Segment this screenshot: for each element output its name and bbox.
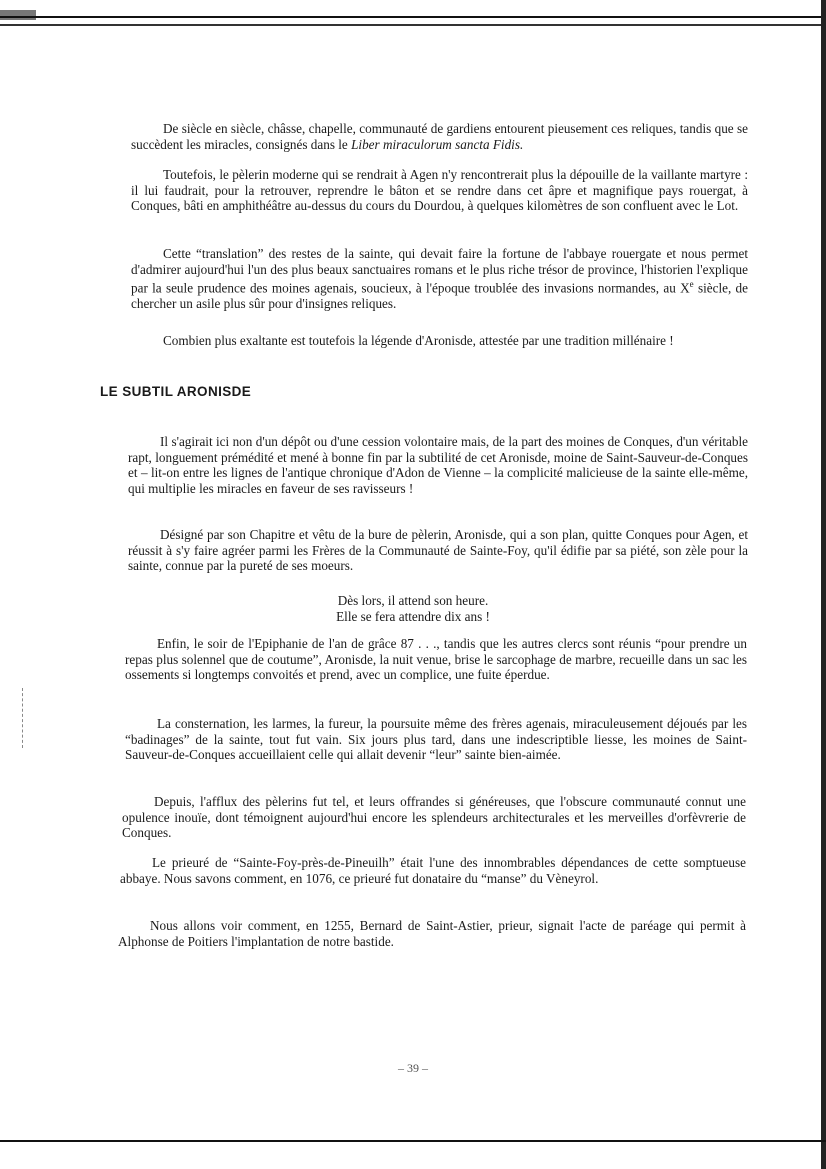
verse-line-2: Elle se fera attendre dix ans !	[336, 609, 490, 624]
paragraph-3-text-b: siècle, de chercher un asile plus sûr pour d'insignes reliques.	[131, 280, 748, 312]
verse-line-1: Dès lors, il attend son heure.	[337, 593, 489, 608]
paragraph-8	[125, 716, 747, 763]
scan-top-edge-inner	[0, 24, 826, 26]
page-number: – 39 –	[398, 1061, 428, 1075]
paragraph-11-text: Nous allons voir comment, en 1255, Bernard de Saint-Astier, prieur, signait l'acte de paréage qui permit à Alphonse de Poitiers l'implantation de notre bastide.	[118, 918, 746, 949]
paragraph-4	[131, 333, 748, 349]
paragraph-10-text: Le prieuré de “Sainte-Foy-près-de-Pineuilh” était l'une des innombrables dépendances de cette somptueuse abbaye. Nous savons comment, en 1076, ce prieuré fut donataire du “manse” du Vèneyrol.	[120, 855, 746, 886]
century-superscript: e	[689, 279, 694, 290]
paragraph-2	[131, 167, 748, 214]
book-title: Liber miraculorum sancta Fidis.	[351, 136, 524, 152]
paragraph-6	[128, 527, 748, 574]
paragraph-10	[120, 855, 746, 886]
paragraph-5	[128, 434, 748, 496]
scan-top-edge	[0, 16, 826, 18]
scan-right-edge	[821, 0, 826, 1169]
paragraph-9-text: Depuis, l'afflux des pèlerins fut tel, et leurs offrandes si généreuses, que l'obscure communauté connut une opulence inouïe, dont témoignent aujourd'hui encore les splendeurs architecturales et les merveilles d'orfèvrerie de Conques.	[122, 794, 746, 841]
paragraph-7-text: Enfin, le soir de l'Epiphanie de l'an de grâce 87 . . ., tandis que les autres clercs sont réunis “pour prendre un repas plus solennel que de coutume”, Aronisde, la nuit venue, brise le sarcophage de marbre, recueille dans un sac les ossements si longtemps convoités et prend, avec un complice, une fuite éperdue.	[125, 636, 747, 683]
paragraph-8-text: La consternation, les larmes, la fureur, la poursuite même des frères agenais, miraculeusement déjoués par les “badinages” de la sainte, tout fut vain. Six jours plus tard, dans une indescriptible liesse, les moines de Saint-Sauveur-de-Conques accueillaient celle qui allait devenir “leur” sainte bien-aimée.	[125, 716, 747, 763]
scan-bottom-edge	[0, 1140, 826, 1142]
paragraph-5-text: Il s'agirait ici non d'un dépôt ou d'une cession volontaire mais, de la part des moines de Conques, d'un véritable rapt, longuement prémédité et mené à bonne fin par la subtilité de cet Aronisde, moine de Saint-Sauveur-de-Conques et – lit-on entre les lignes de l'antique chronique d'Adon de Vienne – la complicité malicieuse de la sainte elle-même, qui multiplie les miracles en faveur de ses ravisseurs !	[128, 434, 748, 496]
paragraph-1	[131, 121, 748, 152]
paragraph-7	[125, 636, 747, 683]
paragraph-11	[118, 918, 746, 949]
section-heading: LE SUBTIL ARONISDE	[100, 384, 252, 399]
paragraph-3-text-a: Cette “translation” des restes de la sainte, qui devait faire la fortune de l'abbaye rouergate et nous permet d'admirer aujourd'hui l'un des plus beaux sanctuaires romans et le plus riche trésor de province, l'historien l'explique par la seule prudence des moines agenais, soucieux, à l'époque troublée des invasions normandes, au X	[131, 246, 748, 296]
paragraph-1-text: De siècle en siècle, châsse, chapelle, communauté de gardiens entourent pieusement ces reliques, tandis que se succèdent les miracles, consignés dans le	[131, 121, 748, 152]
paragraph-3	[131, 246, 748, 312]
margin-marks	[22, 688, 25, 748]
paragraph-6-text: Désigné par son Chapitre et vêtu de la bure de pèlerin, Aronisde, qui a son plan, quitte Conques pour Agen, et réussit à s'y faire agréer parmi les Frères de la Communauté de Sainte-Foy, qu'il édifie par sa piété, son zèle pour la sainte, connue par la pureté de ses moeurs.	[128, 527, 748, 574]
paragraph-9	[122, 794, 746, 841]
scan-corner-mark	[0, 10, 36, 20]
paragraph-2-text: Toutefois, le pèlerin moderne qui se rendrait à Agen n'y rencontrerait plus la dépouille de la vaillante martyre : il lui faudrait, pour la retrouver, reprendre le bâton et se rendre dans cet âpre et magnifique pays rouergat, à Conques, bâti en amphithéâtre au-dessus du cours du Dourdou, à quelques kilomètres de son confluent avec le Lot.	[131, 167, 748, 214]
paragraph-4-text: Combien plus exaltante est toutefois la légende d'Aronisde, attestée par une tradition millénaire !	[163, 333, 674, 348]
